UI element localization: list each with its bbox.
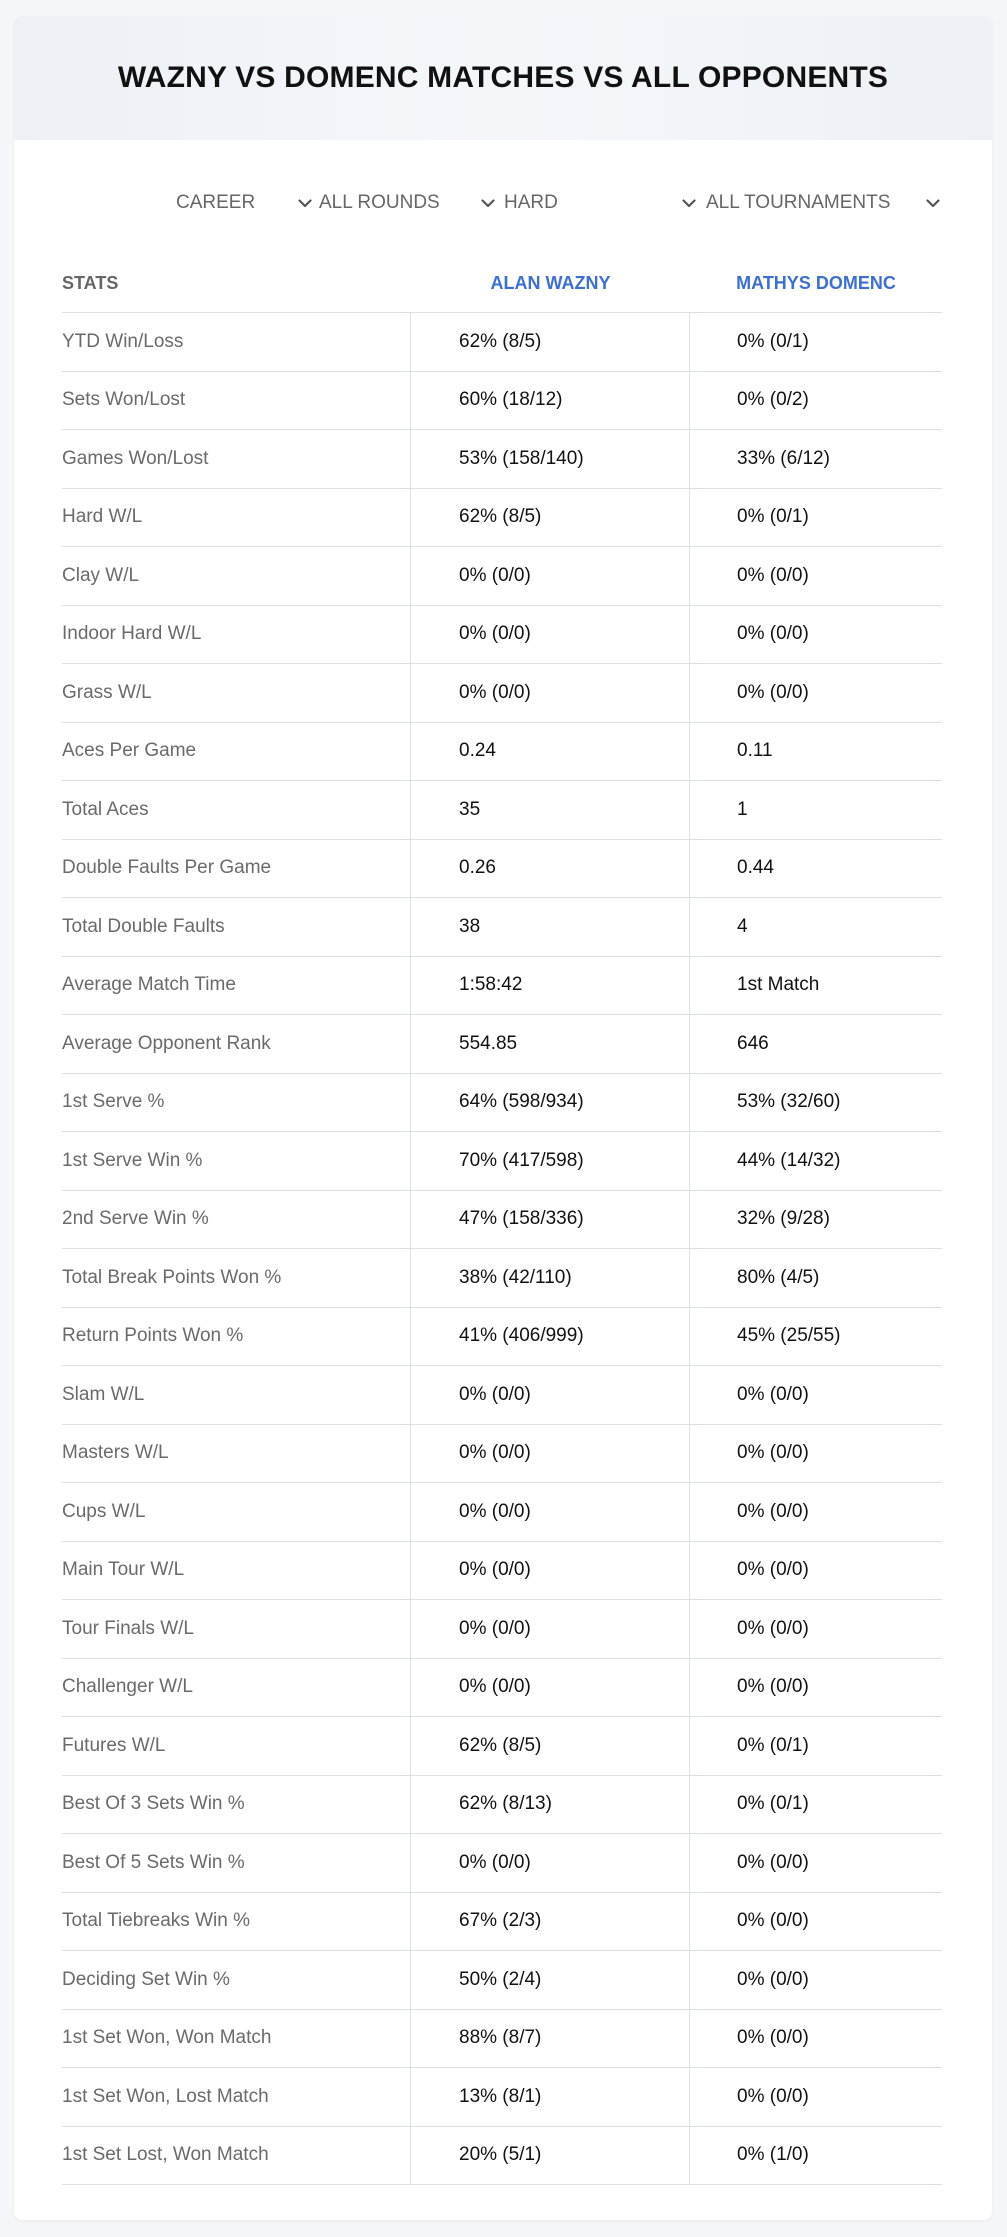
player2-stat-value: 32% (9/28) (737, 1208, 830, 1230)
stat-label: Total Aces (62, 781, 411, 839)
table-row (62, 1132, 942, 1191)
stat-label: Total Tiebreaks Win % (62, 1893, 411, 1951)
table-body (62, 313, 942, 2185)
table-row (62, 1074, 942, 1133)
stat-label: Tour Finals W/L (62, 1600, 411, 1658)
table-row (62, 1308, 942, 1367)
player1-stat-value: 64% (598/934) (411, 1074, 690, 1132)
player1-stat-value: 1:58:42 (411, 957, 690, 1015)
table-row (62, 430, 942, 489)
player1-stat-value: 53% (158/140) (411, 430, 690, 488)
stat-label: Indoor Hard W/L (62, 606, 411, 664)
player1-stat-value: 70% (417/598) (411, 1132, 690, 1190)
stat-label: Total Break Points Won % (62, 1249, 411, 1307)
player1-stat-value: 62% (8/5) (411, 1717, 690, 1775)
player1-stat-value: 0% (0/0) (411, 547, 690, 605)
player1-stat-value: 0% (0/0) (411, 1366, 690, 1424)
table-row (62, 1542, 942, 1601)
player2-stat-value: 0% (0/0) (737, 2085, 809, 2107)
player1-stat-value: 0% (0/0) (411, 1834, 690, 1892)
chevron-down-icon (296, 194, 314, 212)
stats-table (62, 254, 942, 2185)
tournaments-filter-select[interactable] (706, 186, 942, 220)
table-row (62, 1893, 942, 1952)
player1-stat-value: 47% (158/336) (411, 1191, 690, 1249)
table-row (62, 2010, 942, 2069)
table-row (62, 1015, 942, 1074)
player2-stat-value: 0% (0/0) (737, 681, 809, 703)
player2-stat-value: 0.11 (737, 740, 773, 762)
chevron-down-icon (924, 194, 942, 212)
player1-stat-value: 0% (0/0) (411, 606, 690, 664)
player1-stat-value: 35 (411, 781, 690, 839)
table-row (62, 1191, 942, 1250)
table-row (62, 781, 942, 840)
player2-stat-value: 33% (6/12) (737, 447, 830, 469)
table-row (62, 957, 942, 1016)
chevron-down-icon (479, 194, 497, 212)
table-row (62, 1425, 942, 1484)
player2-stat-value: 0% (0/0) (737, 564, 809, 586)
stat-label: Average Opponent Rank (62, 1015, 411, 1073)
stat-label: Total Double Faults (62, 898, 411, 956)
table-row (62, 2068, 942, 2127)
stat-label: 2nd Serve Win % (62, 1191, 411, 1249)
stat-label: Games Won/Lost (62, 430, 411, 488)
player2-stat-value: 0% (0/0) (737, 1851, 809, 1873)
stat-label: Double Faults Per Game (62, 840, 411, 898)
stat-label: Sets Won/Lost (62, 372, 411, 430)
player2-stat-value: 1st Match (737, 974, 820, 996)
stats-column-header: STATS (62, 272, 119, 293)
table-row (62, 1249, 942, 1308)
stat-label: 1st Set Lost, Won Match (62, 2127, 411, 2185)
filter-value: HARD (504, 192, 558, 213)
stat-label: Main Tour W/L (62, 1542, 411, 1600)
table-row (62, 1483, 942, 1542)
player2-stat-value: 0% (0/0) (737, 1559, 809, 1581)
table-header-row (62, 254, 942, 313)
table-row (62, 489, 942, 548)
player1-stat-value: 0% (0/0) (411, 1600, 690, 1658)
stat-label: Hard W/L (62, 489, 411, 547)
stat-label: Challenger W/L (62, 1659, 411, 1717)
player1-stat-value: 554.85 (411, 1015, 690, 1073)
player1-stat-value: 41% (406/999) (411, 1308, 690, 1366)
filter-value: CAREER (176, 192, 256, 213)
player1-stat-value: 20% (5/1) (411, 2127, 690, 2185)
player1-stat-value: 62% (8/13) (411, 1776, 690, 1834)
player2-stat-value: 0% (0/2) (737, 389, 809, 411)
player1-stat-value: 38 (411, 898, 690, 956)
player2-stat-value: 44% (14/32) (737, 1149, 841, 1171)
stat-label: 1st Serve Win % (62, 1132, 411, 1190)
player2-stat-value: 45% (25/55) (737, 1325, 841, 1347)
player2-stat-value: 0% (0/0) (737, 1617, 809, 1639)
player2-stat-value: 0.44 (737, 857, 774, 879)
stat-label: Aces Per Game (62, 723, 411, 781)
player2-stat-value: 0% (0/1) (737, 1734, 809, 1756)
stat-label: Cups W/L (62, 1483, 411, 1541)
table-row (62, 1834, 942, 1893)
player2-stat-value: 0% (0/0) (737, 1383, 809, 1405)
player1-stat-value: 38% (42/110) (411, 1249, 690, 1307)
stat-label: Masters W/L (62, 1425, 411, 1483)
player1-stat-value: 0% (0/0) (411, 1425, 690, 1483)
rounds-filter-select[interactable] (319, 186, 497, 220)
filter-value: ALL ROUNDS (319, 192, 440, 213)
stat-label: Futures W/L (62, 1717, 411, 1775)
table-row (62, 313, 942, 372)
player2-stat-value: 0% (0/0) (737, 1442, 809, 1464)
filter-bar (14, 186, 992, 220)
player1-stat-value: 67% (2/3) (411, 1893, 690, 1951)
table-row (62, 1659, 942, 1718)
surface-filter-select[interactable] (504, 186, 698, 220)
table-row (62, 547, 942, 606)
player2-stat-value: 0% (0/0) (737, 1910, 809, 1932)
stat-label: YTD Win/Loss (62, 313, 411, 371)
player1-stat-value: 0% (0/0) (411, 664, 690, 722)
player2-stat-value: 0% (0/1) (737, 506, 809, 528)
player1-stat-value: 0% (0/0) (411, 1659, 690, 1717)
stat-label: 1st Serve % (62, 1074, 411, 1132)
player1-column-header[interactable]: ALAN WAZNY (490, 272, 611, 293)
table-row (62, 723, 942, 782)
stats-card (14, 16, 992, 2220)
player2-column-header[interactable]: MATHYS DOMENC (736, 272, 896, 293)
stat-label: Best Of 5 Sets Win % (62, 1834, 411, 1892)
table-row (62, 372, 942, 431)
player2-stat-value: 0% (0/0) (737, 1968, 809, 1990)
stat-label: Grass W/L (62, 664, 411, 722)
table-row (62, 664, 942, 723)
player1-stat-value: 50% (2/4) (411, 1951, 690, 2009)
table-row (62, 606, 942, 665)
page-title: WAZNY VS DOMENC MATCHES VS ALL OPPONENTS (117, 61, 889, 94)
table-row (62, 898, 942, 957)
player2-stat-value: 646 (737, 1032, 769, 1054)
stat-label: Best Of 3 Sets Win % (62, 1776, 411, 1834)
stat-label: Deciding Set Win % (62, 1951, 411, 2009)
player2-stat-value: 0% (0/0) (737, 623, 809, 645)
player2-stat-value: 0% (0/0) (737, 1676, 809, 1698)
career-filter-select[interactable] (176, 186, 314, 220)
stat-label: Return Points Won % (62, 1308, 411, 1366)
card-header (14, 16, 992, 140)
player2-stat-value: 1 (737, 798, 748, 820)
table-row (62, 1951, 942, 2010)
player1-stat-value: 62% (8/5) (411, 489, 690, 547)
player1-stat-value: 0.26 (411, 840, 690, 898)
stat-label: Average Match Time (62, 957, 411, 1015)
filter-value: ALL TOURNAMENTS (706, 192, 891, 213)
player1-stat-value: 88% (8/7) (411, 2010, 690, 2068)
table-row (62, 2127, 942, 2186)
player1-stat-value: 0% (0/0) (411, 1483, 690, 1541)
player1-stat-value: 0.24 (411, 723, 690, 781)
stat-label: 1st Set Won, Lost Match (62, 2068, 411, 2126)
player2-stat-value: 0% (0/0) (737, 1500, 809, 1522)
player1-stat-value: 0% (0/0) (411, 1542, 690, 1600)
table-row (62, 1717, 942, 1776)
player2-stat-value: 80% (4/5) (737, 1266, 820, 1288)
player2-stat-value: 4 (737, 915, 748, 937)
chevron-down-icon (680, 194, 698, 212)
player1-stat-value: 62% (8/5) (411, 313, 690, 371)
player1-stat-value: 13% (8/1) (411, 2068, 690, 2126)
table-row (62, 1776, 942, 1835)
table-row (62, 1600, 942, 1659)
stat-label: 1st Set Won, Won Match (62, 2010, 411, 2068)
player1-stat-value: 60% (18/12) (411, 372, 690, 430)
stat-label: Slam W/L (62, 1366, 411, 1424)
player2-stat-value: 0% (0/0) (737, 2027, 809, 2049)
player2-stat-value: 0% (0/1) (737, 330, 809, 352)
table-row (62, 840, 942, 899)
player2-stat-value: 0% (0/1) (737, 1793, 809, 1815)
player2-stat-value: 0% (1/0) (737, 2144, 809, 2166)
table-row (62, 1366, 942, 1425)
player2-stat-value: 53% (32/60) (737, 1091, 841, 1113)
stat-label: Clay W/L (62, 547, 411, 605)
